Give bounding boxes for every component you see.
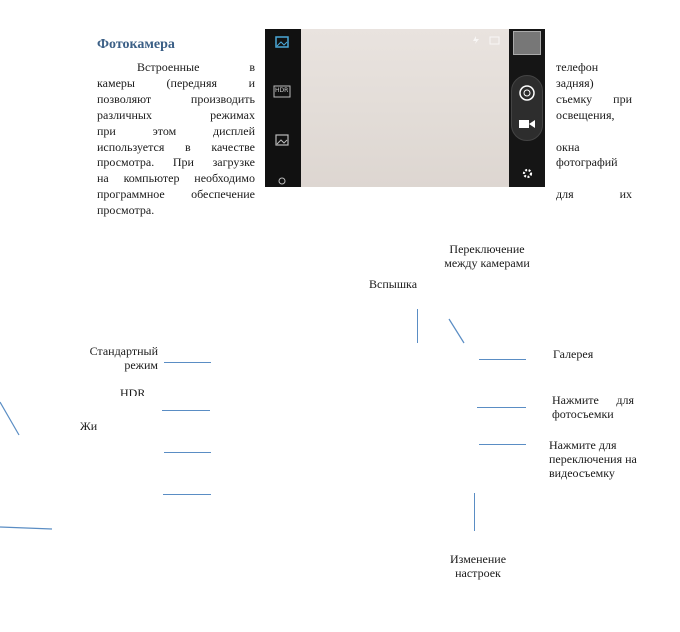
gallery-icon[interactable] xyxy=(274,35,292,49)
paragraph-line: позволяют производить xyxy=(97,92,255,106)
paragraph-line: используется в качестве xyxy=(97,140,255,154)
callout-line xyxy=(479,359,526,360)
callout-line xyxy=(447,318,467,346)
callout-settings: Изменение настроек xyxy=(449,552,507,580)
callout-line xyxy=(477,407,526,408)
callout-photo: Нажмите для фотосъемки xyxy=(552,393,634,421)
callout-mode: Жи xyxy=(80,419,98,433)
shutter-icon[interactable] xyxy=(518,84,536,102)
paragraph-line: окна xyxy=(556,140,580,154)
callout-video: Нажмите для переключения на видеосъемку xyxy=(549,438,637,480)
gallery-thumbnail[interactable] xyxy=(513,31,541,55)
picture-icon[interactable] xyxy=(274,133,292,147)
hdr-icon-label: HDR xyxy=(275,87,289,94)
video-icon[interactable] xyxy=(518,118,536,130)
callout-line xyxy=(0,524,55,532)
paragraph-line: программное обеспечение xyxy=(97,187,255,201)
paragraph-line: на компьютер необходимо xyxy=(97,171,255,185)
paragraph-line: Встроенные в xyxy=(137,60,255,74)
callout-hdr: HDR xyxy=(120,386,146,396)
callout-standard-mode: Стандартный режим xyxy=(89,344,158,372)
flash-icon[interactable] xyxy=(471,35,481,45)
paragraph-line: съемку при xyxy=(556,92,632,106)
mode-icon[interactable] xyxy=(275,175,289,187)
paragraph-line: при этом дисплей xyxy=(97,124,255,138)
callout-switch-cameras: Переключение между камерами xyxy=(444,242,530,270)
section-heading: Фотокамера xyxy=(97,37,175,52)
callout-line xyxy=(163,494,211,495)
mode-sidebar xyxy=(265,29,301,187)
callout-gallery: Галерея xyxy=(553,347,594,361)
callout-line xyxy=(164,362,211,363)
paragraph-line: фотографий xyxy=(556,155,618,169)
paragraph-line: телефон xyxy=(556,60,599,74)
paragraph-line: освещения, xyxy=(556,108,615,122)
hdr-icon[interactable] xyxy=(273,85,293,102)
camera-screenshot xyxy=(265,29,545,187)
paragraph-line: просмотра. xyxy=(97,203,155,217)
callout-flash: Вспышка xyxy=(369,277,418,291)
paragraph-line: камеры (передняя и xyxy=(97,76,255,90)
callout-line xyxy=(474,493,475,531)
camera-preview xyxy=(301,29,509,187)
callout-line xyxy=(164,452,211,453)
paragraph-line: задняя) xyxy=(556,76,594,90)
callout-line xyxy=(162,410,210,411)
settings-icon[interactable] xyxy=(521,167,534,180)
control-sidebar xyxy=(509,29,545,187)
callout-line xyxy=(479,444,526,445)
capture-controls xyxy=(511,75,543,141)
switch-camera-icon[interactable] xyxy=(489,35,501,45)
paragraph-line: для их xyxy=(556,187,632,201)
paragraph-line: различных режимах xyxy=(97,108,255,122)
paragraph-line: просмотра. При загрузке xyxy=(97,155,255,169)
callout-line xyxy=(0,400,22,438)
callout-line xyxy=(417,309,418,343)
